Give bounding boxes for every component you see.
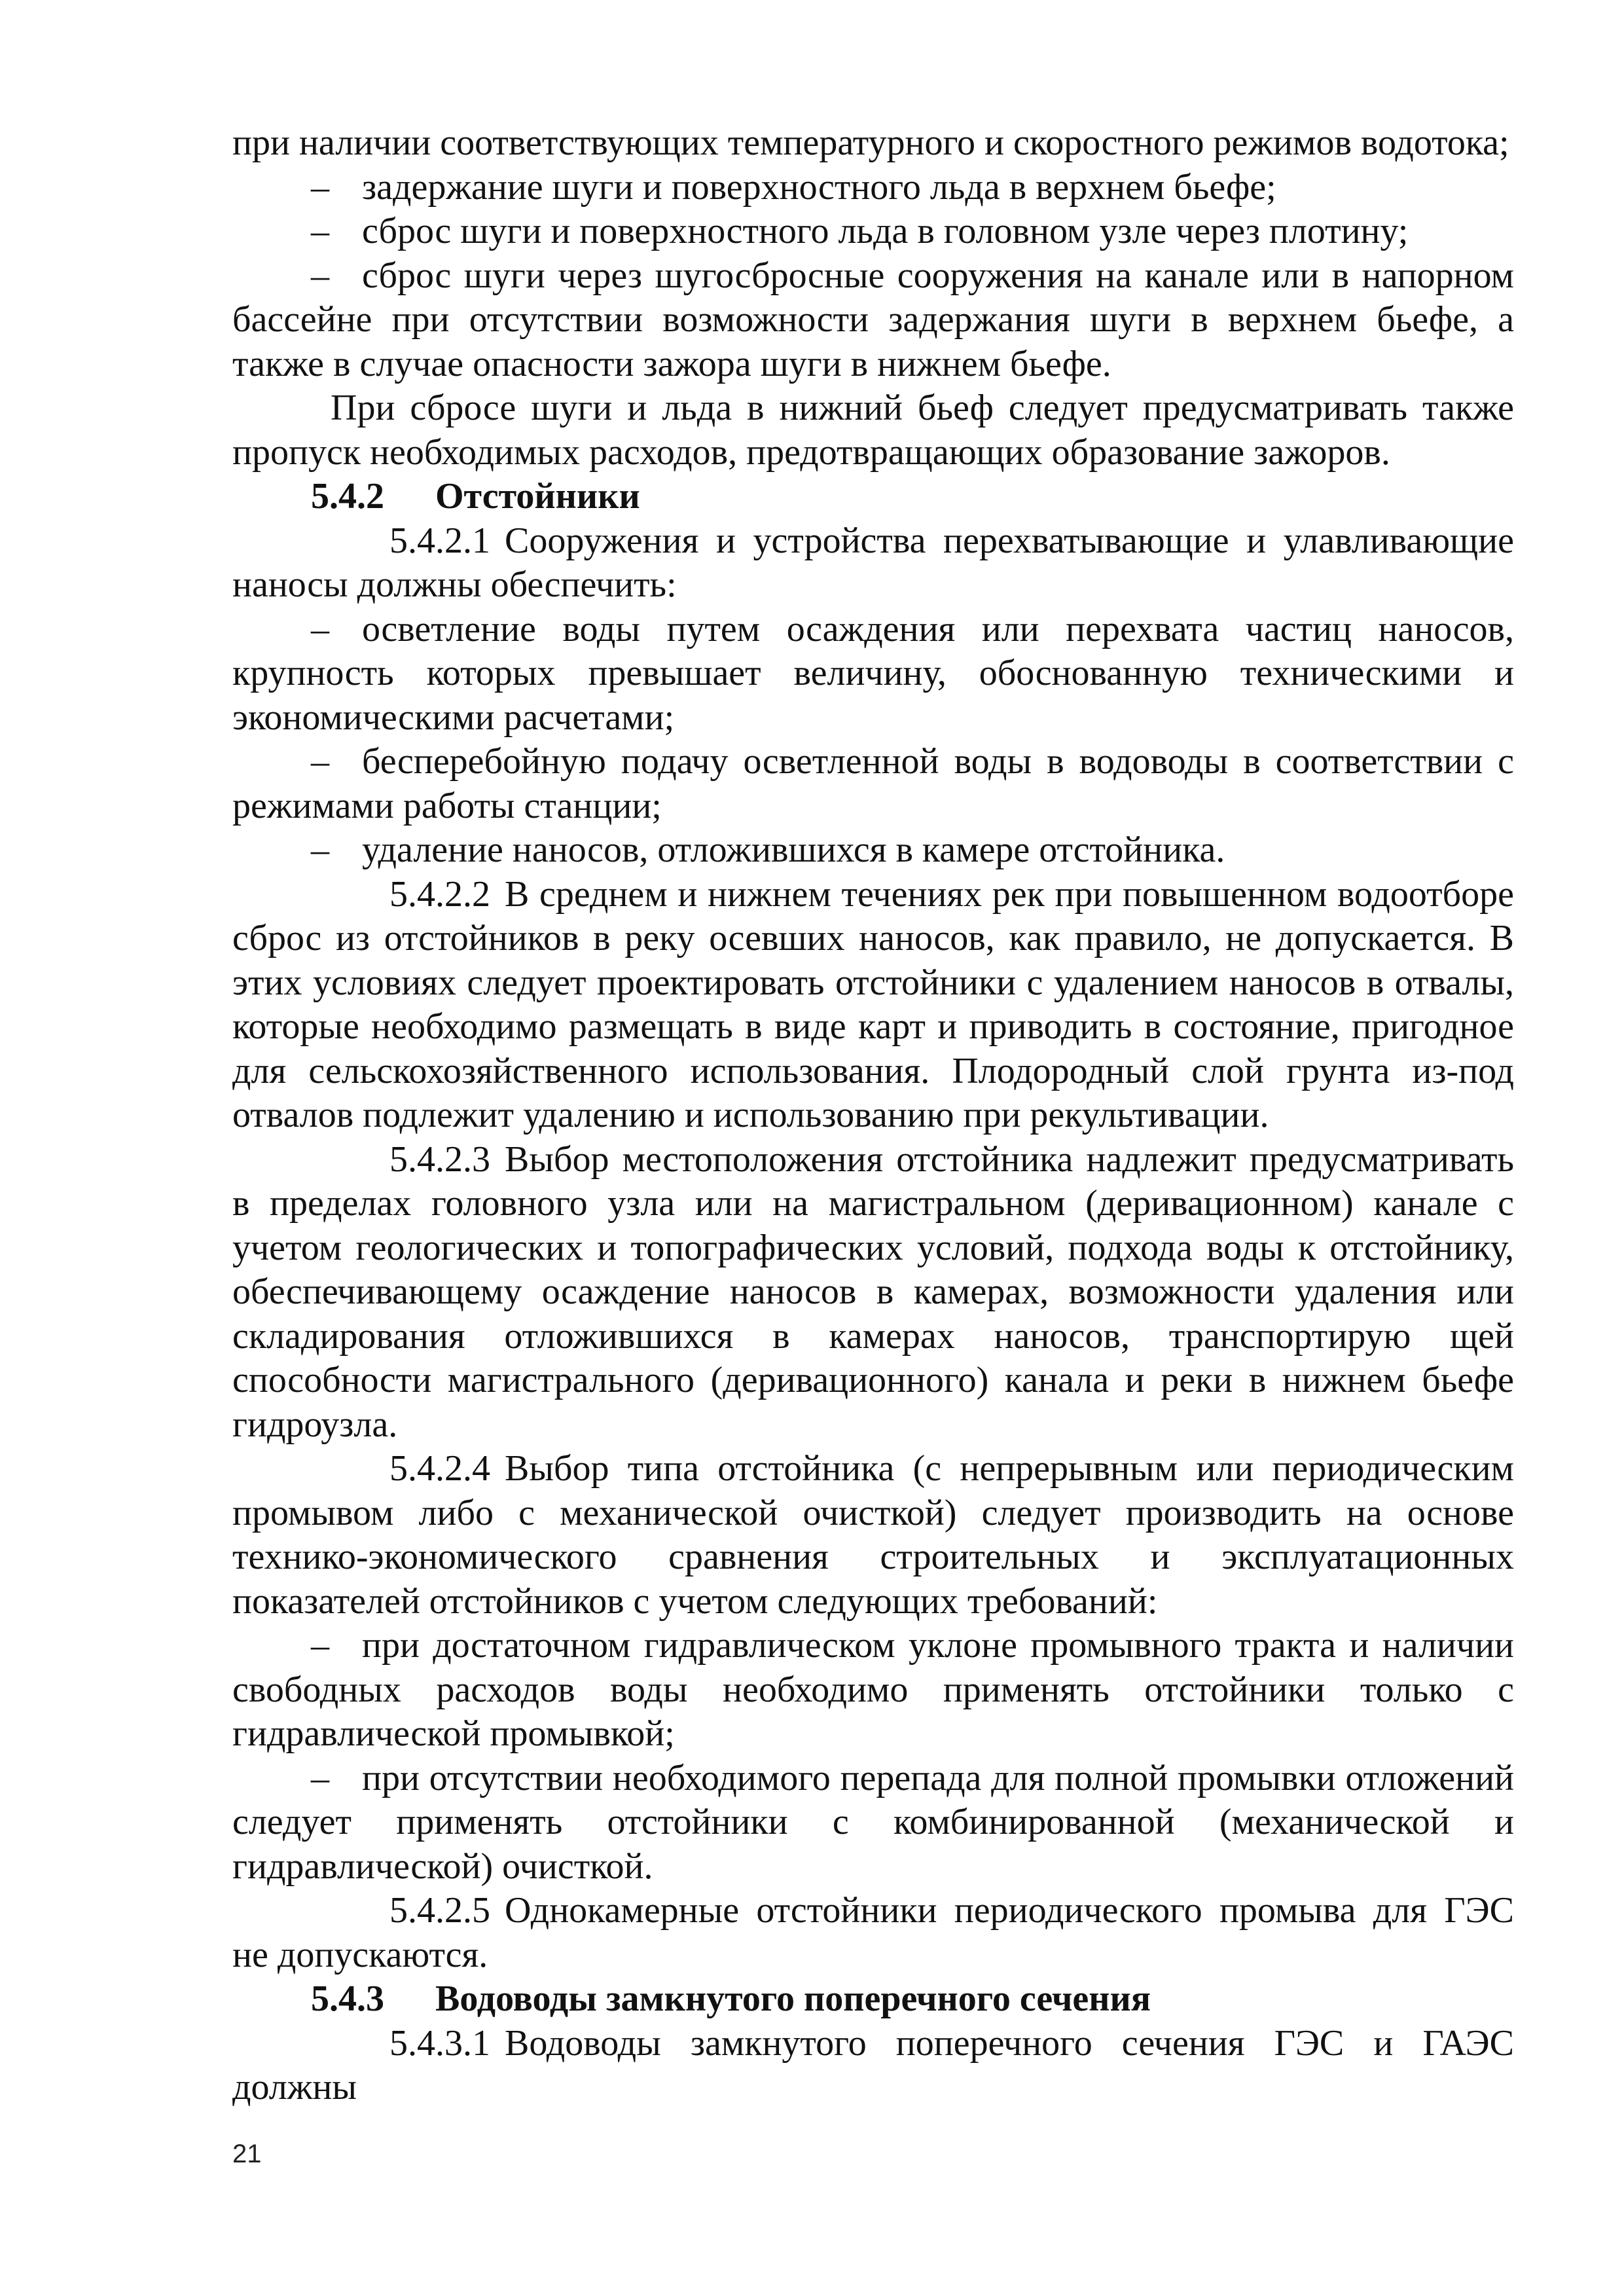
clause-text: Однокамерные отстойники периодического промыва для ГЭС не допускаются.: [232, 1890, 1514, 1975]
clause-number: 5.4.2.4: [389, 1448, 490, 1489]
section-heading: [232, 475, 1514, 519]
list-item-text: при отсутствии необходимого перепада для полной промывки отложений следует применять отстойники с комбинированной (механической и гидравлической) очисткой.: [232, 1757, 1514, 1887]
list-item: [232, 166, 1514, 210]
list-item-text: бесперебойную подачу осветленной воды в водоводы в соответствии с режимами работы станции;: [232, 741, 1514, 826]
page-number: 21: [232, 2140, 262, 2168]
list-item-text: удаление наносов, отложившихся в камере отстойника.: [362, 829, 1225, 870]
clause: [232, 1889, 1514, 1977]
dash-marker: –: [311, 211, 329, 251]
list-item-text: сброс шуги через шугосбросные сооружения на канале или в напорном бассейне при отсутствии возможности задержания шуги в верхнем бьефе, а также в случае опасности зажора шуги в нижнем бьефе.: [232, 255, 1514, 384]
list-item-text: сброс шуги и поверхностного льда в головном узле через плотину;: [362, 211, 1409, 251]
paragraph: При сбросе шуги и льда в нижний бьеф следует предусматривать также пропуск необходимых расходов, предотвращающих образование зажоров.: [232, 388, 1514, 473]
dash-marker: –: [311, 829, 329, 870]
list-item-text: при достаточном гидравлическом уклоне промывного тракта и наличии свободных расходов воды необходимо применять отстойники только с гидравлической промывкой;: [232, 1625, 1514, 1754]
clause-text: Выбор типа отстойника (с непрерывным или периодическим промывом либо с механической очисткой) следует производить на основе технико-экономического сравнения строительных и эксплуатационных показателей отстойников с учетом следующих требований:: [232, 1448, 1514, 1622]
clause-number: 5.4.3.1: [389, 2022, 490, 2064]
section-title: Отстойники: [435, 476, 640, 517]
clause-number: 5.4.2.2: [389, 873, 490, 915]
section-heading: [232, 1977, 1514, 2022]
dash-marker: –: [311, 608, 329, 649]
dash-marker: –: [311, 255, 329, 296]
list-item-text: задержание шуги и поверхностного льда в верхнем бьефе;: [362, 166, 1276, 208]
list-item: [232, 1624, 1514, 1757]
section-number: 5.4.2: [311, 476, 384, 517]
clause-text: Сооружения и устройства перехватывающие и улавливающие наносы должны обеспечить:: [232, 520, 1514, 605]
clause-text: Выбор местоположения отстойника надлежит предусматривать в пределах головного узла или на магистральном (деривационном) канале с учетом геологических и топографических условий, подхода воды к отстойнику, обеспечивающему осаждение наносов в камерах, возможности удаления или складирования отложившихся в камерах наносов, транспортирую щей способности магистрального (деривационного) канала и реки в нижнем бьефе гидроузла.: [232, 1139, 1514, 1445]
dash-marker: –: [311, 741, 329, 782]
clause: [232, 1447, 1514, 1624]
list-item-text: осветление воды путем осаждения или перехвата частиц наносов, крупность которых превышает величину, обоснованную техническими и экономическими расчетами;: [232, 608, 1514, 738]
clause: [232, 873, 1514, 1138]
clause: [232, 1138, 1514, 1448]
list-item: [232, 828, 1514, 873]
section-number: 5.4.3: [311, 1978, 384, 2019]
list-item: [232, 740, 1514, 828]
clause-number: 5.4.2.3: [389, 1139, 490, 1180]
clause: [232, 519, 1514, 608]
list-item: [232, 1757, 1514, 1889]
clause: [232, 2022, 1514, 2110]
paragraph-continuation: при наличии соответствующих температурного и скоростного режимов водотока;: [232, 122, 1509, 163]
list-item: [232, 210, 1514, 254]
clause-text: В среднем и нижнем течениях рек при повышенном водоотборе сброс из отстойников в реку осевших наносов, как правило, не допускается. В этих условиях следует проектировать отстойники с удалением наносов в отвалы, которые необходимо размещать в виде карт и приводить в состояние, пригодное для сельскохозяйственного использования. Плодородный слой грунта из-под отвалов подлежит удалению и использованию при рекультивации.: [232, 873, 1514, 1135]
dash-marker: –: [311, 1757, 329, 1798]
list-item: [232, 608, 1514, 740]
document-body: [232, 121, 1514, 2110]
clause-number: 5.4.2.5: [389, 1890, 490, 1931]
section-title: Водоводы замкнутого поперечного сечения: [435, 1978, 1151, 2019]
dash-marker: –: [311, 1625, 329, 1666]
clause-number: 5.4.2.1: [389, 520, 490, 561]
list-item: [232, 254, 1514, 387]
clause-text: Водоводы замкнутого поперечного сечения ГЭС и ГАЭС должны: [232, 2022, 1514, 2107]
dash-marker: –: [311, 166, 329, 208]
